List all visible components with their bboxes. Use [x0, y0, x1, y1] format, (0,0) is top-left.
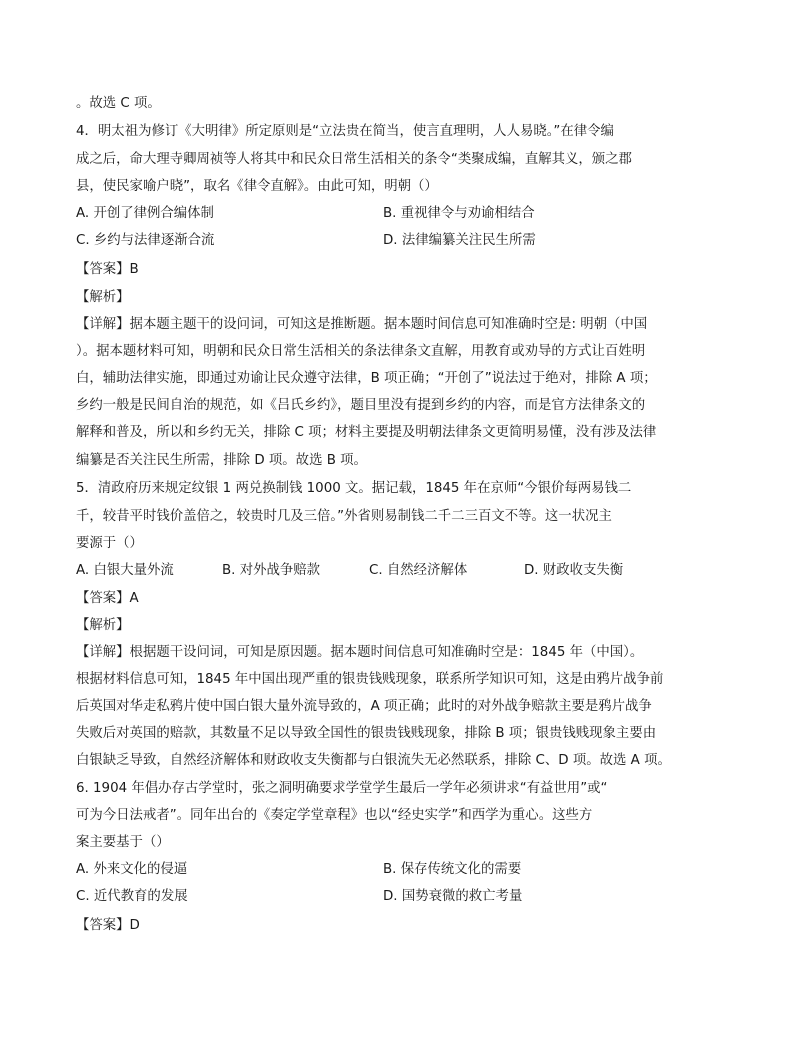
q4-detail-line-5: 解释和普及，所以和乡约无关，排除 C 项；材料主要提及明朝法律条文更简明易懂，没有涉及法律: [76, 425, 657, 440]
q5-option-c: C. 自然经济解体: [369, 563, 468, 578]
q6-option-d: D. 国势衰微的救亡考量: [383, 889, 523, 904]
q6-option-b: B. 保存传统文化的需要: [383, 862, 522, 877]
q4-detail-line-1: 【详解】据本题主题干的设问词，可知这是推断题。据本题时间信息可知准确时空是: 明朝（中国: [76, 317, 648, 332]
q5-detail-line-5: 白银缺乏导致，自然经济解体和财政收支失衡都与白银流失无必然联系，排除 C、D 项。故选 A 项。: [76, 753, 671, 768]
q5-stem-line-1: 5．清政府历来规定纹银 1 两兑换制钱 1000 文。据记载，1845 年在京师“今银价每两易钱二: [76, 481, 632, 496]
previous-answer-tail: 。故选 C 项。: [76, 96, 161, 111]
q5-stem-line-3: 要源于（）: [76, 536, 143, 551]
q5-option-b: B. 对外战争赔款: [222, 563, 321, 578]
q5-option-a: A. 白银大量外流: [76, 563, 174, 578]
q5-stem-line-2: 千，较昔平时钱价盖倍之，较贵时几及三倍。”外省则易制钱二千二三百文不等。这一状况主: [76, 509, 612, 524]
q5-detail-line-2: 根据材料信息可知，1845 年中国出现严重的银贵钱贱现象，联系所学知识可知，这是由鸦片战争前: [76, 672, 664, 687]
q5-answer: 【答案】A: [76, 591, 139, 606]
q6-stem-line-3: 案主要基于（）: [76, 835, 170, 850]
q6-stem-line-1: 6. 1904 年倡办存古学堂时，张之洞明确要求学堂学生最后一学年必须讲求“有益世用”或“: [76, 781, 608, 796]
q6-stem-line-2: 可为今日法戒者”。同年出台的《奏定学堂章程》也以“经史实学”和西学为重心。这些方: [76, 808, 593, 823]
q5-detail-line-1: 【详解】根据题干设问词，可知是原因题。据本题时间信息可知准确时空是：1845 年（中国）。: [76, 645, 644, 660]
q4-detail-line-6: 编纂是否关注民生所需，排除 D 项。故选 B 项。: [76, 453, 367, 468]
q4-analysis-label: 【解析】: [76, 290, 130, 305]
q5-detail-line-3: 后英国对华走私鸦片使中国白银大量外流导致的，A 项正确；此时的对外战争赔款主要是鸦片战争: [76, 699, 652, 714]
q5-option-d: D. 财政收支失衡: [524, 563, 624, 578]
q5-detail-line-4: 失败后对英国的赔款，其数量不足以导致全国性的银贵钱贱现象，排除 B 项；银贵钱贱现象主要由: [76, 726, 657, 741]
q6-answer: 【答案】D: [76, 918, 140, 933]
q6-option-a: A. 外来文化的侵逼: [76, 862, 188, 877]
q4-detail-line-2: ）。据本题材料可知，明朝和民众日常生活相关的条法律条文直解，用教育或劝导的方式让百姓明: [76, 344, 646, 359]
q4-option-b: B. 重视律令与劝谕相结合: [383, 206, 535, 221]
q6-option-c: C. 近代教育的发展: [76, 889, 188, 904]
q4-option-d: D. 法律编纂关注民生所需: [383, 233, 536, 248]
q4-option-a: A. 开创了律例合编体制: [76, 206, 214, 221]
q4-stem-line-1: 4．明太祖为修订《大明律》所定原则是“立法贵在简当，使言直理明，人人易晓。”在律令编: [76, 124, 614, 139]
q4-answer: 【答案】B: [76, 262, 139, 277]
q5-analysis-label: 【解析】: [76, 618, 130, 633]
q4-detail-line-3: 白，辅助法律实施，即通过劝谕让民众遵守法律，B 项正确；“开创了”说法过于绝对，排除 A 项；: [76, 371, 657, 386]
q4-detail-line-4: 乡约一般是民间自治的规范，如《吕氏乡约》，题目里没有提到乡约的内容，而是官方法律条文的: [76, 398, 646, 413]
q4-stem-line-2: 成之后，命大理寺卿周祯等人将其中和民众日常生活相关的条令“类聚成编，直解其义，颁之郡: [76, 152, 632, 167]
q4-option-c: C. 乡约与法律逐渐合流: [76, 233, 215, 248]
q4-stem-line-3: 县，使民家喻户晓”，取名《律令直解》。由此可知，明朝（）: [76, 179, 438, 194]
